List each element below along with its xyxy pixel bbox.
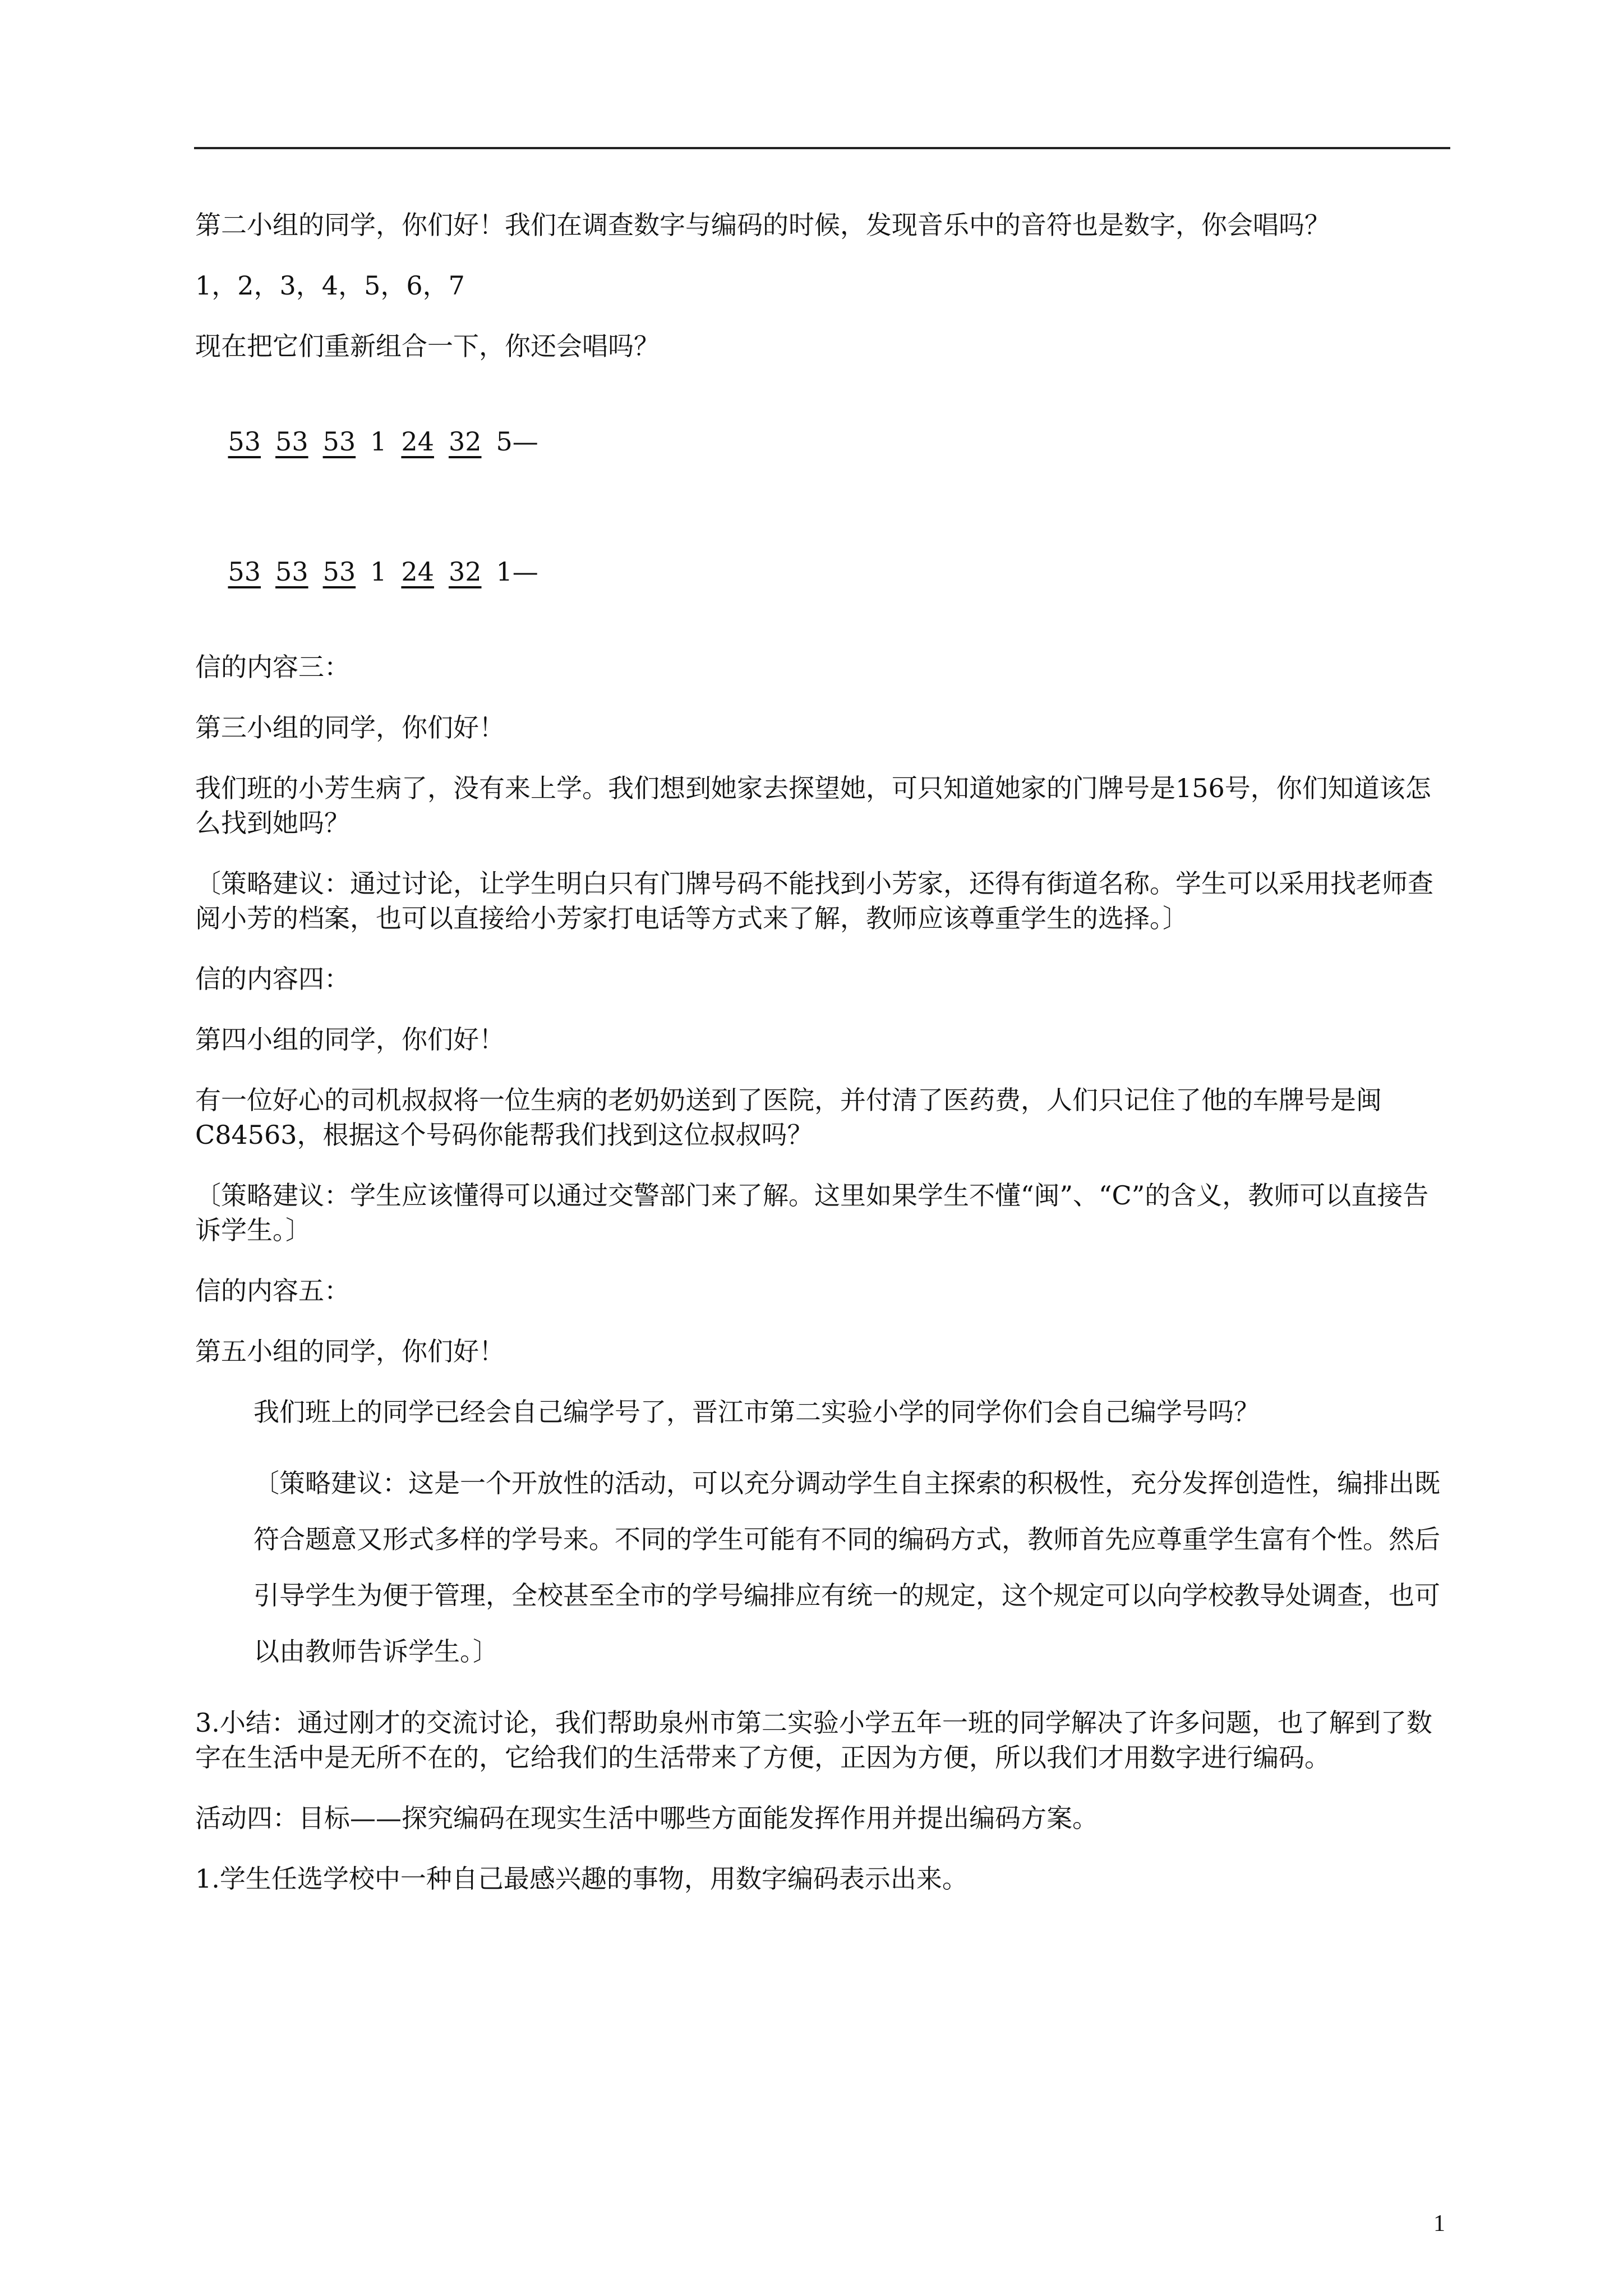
letter4-greeting: 第四小组的同学，你们好！ [195, 1024, 505, 1055]
melody-note: 53 [275, 556, 308, 587]
paragraph-group2-greeting: 第二小组的同学，你们好！我们在调查数字与编码的时候，发现音乐中的音符也是数字，你会唱吗？ [195, 210, 1330, 240]
activity4-paragraph: 活动四：目标——探究编码在现实生活中哪些方面能发挥作用并提出编码方案。 [195, 1803, 1098, 1833]
melody-note: 1 [370, 556, 387, 587]
letter3-body: 我们班的小芳生病了，没有来上学。我们想到她家去探望她，可只知道她家的门牌号是156号，你们知道该怎么找到她吗？ [195, 773, 1431, 838]
letter4-strategy: 〔策略建议：学生应该懂得可以通过交警部门来了解。这里如果学生不懂“闽”、“C”的含义，教师可以直接告诉学生。〕 [195, 1180, 1429, 1245]
melody-note: 53 [322, 556, 356, 587]
header-rule [194, 147, 1450, 149]
melody-note: 1— [496, 556, 538, 587]
melody-note: 53 [322, 426, 356, 457]
paragraph-recombine: 现在把它们重新组合一下，你还会唱吗？ [195, 331, 660, 361]
melody-note: 53 [228, 556, 261, 587]
letter4-title: 信的内容四： [195, 964, 350, 994]
letter3-greeting: 第三小组的同学，你们好！ [195, 712, 505, 743]
paragraph-notes: 1，2，3，4，5，6，7 [195, 270, 465, 301]
melody-note: 24 [401, 556, 434, 587]
document-body [195, 208, 1451, 1922]
melody-note: 1 [370, 426, 387, 457]
step1-paragraph: 1.学生任选学校中一种自己最感兴趣的事物，用数字编码表示出来。 [195, 1864, 968, 1894]
letter3-title: 信的内容三： [195, 652, 350, 682]
letter5-body: 我们班上的同学已经会自己编学号了，晋江市第二实验小学的同学你们会自己编学号吗？ [253, 1397, 1260, 1427]
melody-note: 5— [496, 426, 538, 457]
melody-note: 32 [448, 556, 482, 587]
melody-note: 53 [275, 426, 308, 457]
melody-line-2 [195, 519, 1451, 624]
melody-note: 24 [401, 426, 434, 457]
letter5-title: 信的内容五： [195, 1276, 350, 1306]
letter3-strategy: 〔策略建议：通过讨论，让学生明白只有门牌号码不能找到小芳家，还得有街道名称。学生可以采用找老师查阅小芳的档案，也可以直接给小芳家打电话等方式来了解，教师应该尊重学生的选择。〕 [195, 868, 1433, 933]
melody-line-1 [195, 389, 1451, 494]
melody-note: 53 [228, 426, 261, 457]
letter5-greeting: 第五小组的同学，你们好！ [195, 1336, 505, 1366]
letter5-strategy: 〔策略建议：这是一个开放性的活动，可以充分调动学生自主探索的积极性，充分发挥创造性，编排出既符合题意又形式多样的学号来。不同的学生可能有不同的编码方式，教师首先应尊重学生富有个性。然后引导学生为便于管理，全校甚至全市的学号编排应有统一的规定，这个规定可以向学校教导处调查，也可以由教师告诉学生。〕 [253, 1468, 1440, 1667]
letter4-body: 有一位好心的司机叔叔将一位生病的老奶奶送到了医院，并付清了医药费，人们只记住了他的车牌号是闽C84563，根据这个号码你能帮我们找到这位叔叔吗？ [195, 1085, 1382, 1150]
summary-paragraph: 3.小结：通过刚才的交流讨论，我们帮助泉州市第二实验小学五年一班的同学解决了许多问题，也了解到了数字在生活中是无所不在的，它给我们的生活带来了方便，正因为方便，所以我们才用数字进行编码。 [195, 1708, 1432, 1773]
melody-note: 32 [448, 426, 482, 457]
page-number: 1 [1433, 2211, 1445, 2237]
